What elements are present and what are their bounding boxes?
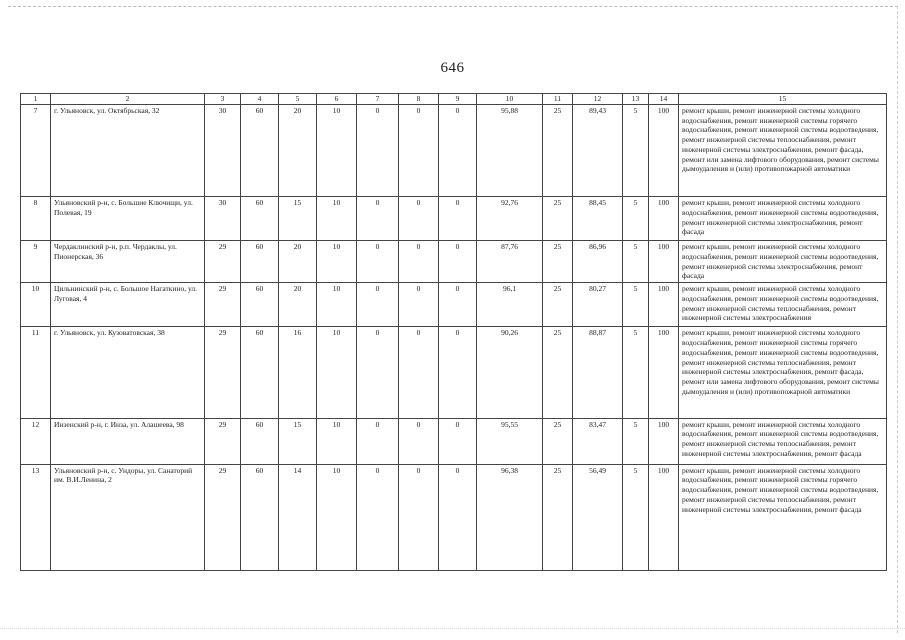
- table-row: [21, 418, 887, 464]
- col-13-cell: 5: [623, 104, 649, 196]
- col-14-cell: 100: [649, 327, 679, 418]
- column-header: 13: [623, 94, 649, 105]
- col-3-cell: 30: [205, 104, 241, 196]
- works-list-cell: ремонт крыши, ремонт инженерной системы холодного водоснабжения, ремонт инженерной системы водоотведения, ремонт инженерной системы теплоснабжения, ремонт инженерной системы электроснабжения, ремонт фасада: [679, 418, 887, 464]
- table-header-row: [21, 94, 887, 105]
- col-9-cell: 0: [439, 104, 477, 196]
- col-12-cell: 56,49: [573, 464, 623, 570]
- column-header: 6: [317, 94, 357, 105]
- col-11-cell: 25: [543, 327, 573, 418]
- column-header: 15: [679, 94, 887, 105]
- col-11-cell: 25: [543, 283, 573, 327]
- col-9-cell: 0: [439, 464, 477, 570]
- address-cell: Ульяновский р-н, с. Большие Ключищи, ул. Полевая, 19: [51, 197, 205, 241]
- col-11-cell: 25: [543, 464, 573, 570]
- col-5-cell: 20: [279, 104, 317, 196]
- col-9-cell: 0: [439, 197, 477, 241]
- col-11-cell: 25: [543, 104, 573, 196]
- col-6-cell: 10: [317, 464, 357, 570]
- col-4-cell: 60: [241, 464, 279, 570]
- works-list-cell: ремонт крыши, ремонт инженерной системы холодного водоснабжения, ремонт инженерной системы водоотведения, ремонт инженерной системы электроснабжения, ремонт фасада: [679, 241, 887, 283]
- col-12-cell: 88,45: [573, 197, 623, 241]
- col-10-cell: 90,26: [477, 327, 543, 418]
- column-header: 14: [649, 94, 679, 105]
- row-number-cell: 13: [21, 464, 51, 570]
- col-12-cell: 89,43: [573, 104, 623, 196]
- row-number-cell: 11: [21, 327, 51, 418]
- col-4-cell: 60: [241, 241, 279, 283]
- works-list-cell: ремонт крыши, ремонт инженерной системы холодного водоснабжения, ремонт инженерной системы водоотведения, ремонт инженерной системы теплоснабжения, ремонт инженерной системы электроснабжения: [679, 283, 887, 327]
- col-13-cell: 5: [623, 283, 649, 327]
- col-14-cell: 100: [649, 464, 679, 570]
- address-cell: г. Ульяновск, ул. Кузоватовская, 38: [51, 327, 205, 418]
- col-9-cell: 0: [439, 241, 477, 283]
- col-5-cell: 16: [279, 327, 317, 418]
- col-6-cell: 10: [317, 418, 357, 464]
- col-6-cell: 10: [317, 327, 357, 418]
- address-cell: Цильнинский р-н, с. Большое Нагаткино, ул. Луговая, 4: [51, 283, 205, 327]
- col-3-cell: 29: [205, 464, 241, 570]
- col-12-cell: 80,27: [573, 283, 623, 327]
- col-6-cell: 10: [317, 283, 357, 327]
- address-cell: Чердаклинский р-н, р.п. Чердаклы, ул. Пионерская, 36: [51, 241, 205, 283]
- works-list-cell: ремонт крыши, ремонт инженерной системы холодного водоснабжения, ремонт инженерной системы водоотведения, ремонт инженерной системы электроснабжения, ремонт фасада: [679, 197, 887, 241]
- col-5-cell: 20: [279, 241, 317, 283]
- col-7-cell: 0: [357, 327, 399, 418]
- col-14-cell: 100: [649, 241, 679, 283]
- col-14-cell: 100: [649, 104, 679, 196]
- table-row: [21, 327, 887, 418]
- col-4-cell: 60: [241, 197, 279, 241]
- col-9-cell: 0: [439, 283, 477, 327]
- column-header: 8: [399, 94, 439, 105]
- col-7-cell: 0: [357, 104, 399, 196]
- col-4-cell: 60: [241, 418, 279, 464]
- col-5-cell: 14: [279, 464, 317, 570]
- column-header: 5: [279, 94, 317, 105]
- col-5-cell: 15: [279, 197, 317, 241]
- table-row: [21, 197, 887, 241]
- col-7-cell: 0: [357, 464, 399, 570]
- column-header: 3: [205, 94, 241, 105]
- col-8-cell: 0: [399, 197, 439, 241]
- row-number-cell: 9: [21, 241, 51, 283]
- col-8-cell: 0: [399, 241, 439, 283]
- column-header: 7: [357, 94, 399, 105]
- table-row: [21, 283, 887, 327]
- col-5-cell: 20: [279, 283, 317, 327]
- col-5-cell: 15: [279, 418, 317, 464]
- column-header: 1: [21, 94, 51, 105]
- table-row: [21, 104, 887, 196]
- col-3-cell: 29: [205, 283, 241, 327]
- col-14-cell: 100: [649, 197, 679, 241]
- column-header: 12: [573, 94, 623, 105]
- row-number-cell: 7: [21, 104, 51, 196]
- col-11-cell: 25: [543, 418, 573, 464]
- row-number-cell: 10: [21, 283, 51, 327]
- col-10-cell: 96,1: [477, 283, 543, 327]
- col-7-cell: 0: [357, 418, 399, 464]
- column-header: 9: [439, 94, 477, 105]
- col-14-cell: 100: [649, 283, 679, 327]
- column-header: 4: [241, 94, 279, 105]
- repair-table: [20, 93, 887, 571]
- col-7-cell: 0: [357, 197, 399, 241]
- column-header: 11: [543, 94, 573, 105]
- col-3-cell: 29: [205, 241, 241, 283]
- col-12-cell: 83,47: [573, 418, 623, 464]
- col-12-cell: 86,96: [573, 241, 623, 283]
- row-number-cell: 12: [21, 418, 51, 464]
- col-11-cell: 25: [543, 197, 573, 241]
- col-14-cell: 100: [649, 418, 679, 464]
- col-8-cell: 0: [399, 104, 439, 196]
- col-8-cell: 0: [399, 418, 439, 464]
- col-8-cell: 0: [399, 464, 439, 570]
- col-13-cell: 5: [623, 418, 649, 464]
- works-list-cell: ремонт крыши, ремонт инженерной системы холодного водоснабжения, ремонт инженерной системы горячего водоснабжения, ремонт инженерной системы водоотведения, ремонт инженерной системы теплоснабжения, ремонт инженерной системы электроснабжения, ремонт фасада, ремонт или замена лифтового оборудования, ремонт системы дымоудаления и (или) противопожарной автоматики: [679, 104, 887, 196]
- column-header: 2: [51, 94, 205, 105]
- col-10-cell: 95,88: [477, 104, 543, 196]
- table-row: [21, 464, 887, 570]
- col-7-cell: 0: [357, 283, 399, 327]
- col-10-cell: 95,55: [477, 418, 543, 464]
- table-row: [21, 241, 887, 283]
- col-6-cell: 10: [317, 197, 357, 241]
- col-7-cell: 0: [357, 241, 399, 283]
- col-10-cell: 87,76: [477, 241, 543, 283]
- col-8-cell: 0: [399, 283, 439, 327]
- page-number: 646: [440, 60, 465, 76]
- col-4-cell: 60: [241, 327, 279, 418]
- col-4-cell: 60: [241, 283, 279, 327]
- col-3-cell: 30: [205, 197, 241, 241]
- col-13-cell: 5: [623, 464, 649, 570]
- col-11-cell: 25: [543, 241, 573, 283]
- col-12-cell: 88,87: [573, 327, 623, 418]
- col-10-cell: 92,76: [477, 197, 543, 241]
- col-3-cell: 29: [205, 418, 241, 464]
- col-8-cell: 0: [399, 327, 439, 418]
- address-cell: Инзенский р-н, г. Инза, ул. Алашеева, 98: [51, 418, 205, 464]
- col-9-cell: 0: [439, 418, 477, 464]
- address-cell: г. Ульяновск, ул. Октябрьская, 32: [51, 104, 205, 196]
- works-list-cell: ремонт крыши, ремонт инженерной системы холодного водоснабжения, ремонт инженерной системы горячего водоснабжения, ремонт инженерной системы водоотведения, ремонт инженерной системы теплоснабжения, ремонт инженерной системы электроснабжения, ремонт фасада, ремонт или замена лифтового оборудования, ремонт системы дымоудаления и (или) противопожарной автоматики: [679, 327, 887, 418]
- row-number-cell: 8: [21, 197, 51, 241]
- col-13-cell: 5: [623, 241, 649, 283]
- col-3-cell: 29: [205, 327, 241, 418]
- address-cell: Ульяновский р-н, с. Ундоры, ул. Санаторий им. В.И.Ленина, 2: [51, 464, 205, 570]
- col-10-cell: 96,38: [477, 464, 543, 570]
- column-header: 10: [477, 94, 543, 105]
- col-13-cell: 5: [623, 327, 649, 418]
- col-13-cell: 5: [623, 197, 649, 241]
- col-4-cell: 60: [241, 104, 279, 196]
- col-6-cell: 10: [317, 241, 357, 283]
- page-bottom-edge: [0, 628, 905, 633]
- col-9-cell: 0: [439, 327, 477, 418]
- col-6-cell: 10: [317, 104, 357, 196]
- works-list-cell: ремонт крыши, ремонт инженерной системы холодного водоснабжения, ремонт инженерной системы горячего водоснабжения, ремонт инженерной системы водоотведения, ремонт инженерной системы теплоснабжения, ремонт инженерной системы электроснабжения, ремонт фасада: [679, 464, 887, 570]
